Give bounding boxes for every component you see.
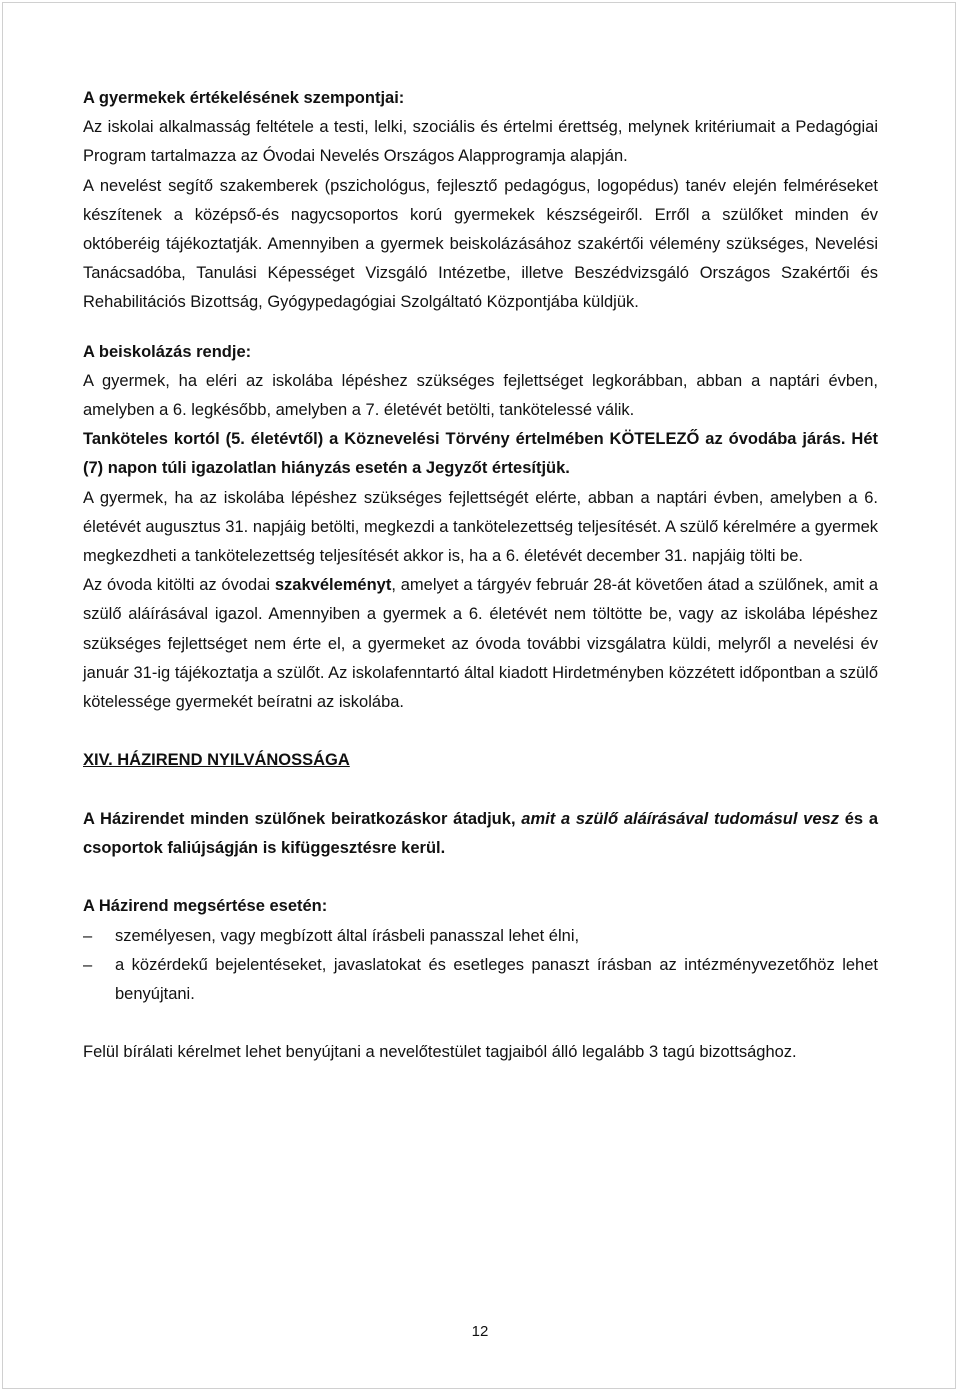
paragraph-house-rules-handover xyxy=(83,805,878,863)
handover-text-a: A Házirendet minden szülőnek beiratkozáskor átadjuk, xyxy=(83,809,522,828)
spacer xyxy=(83,1009,878,1038)
handover-text-italic: amit a szülő aláírásával tudomásul vesz xyxy=(521,809,839,828)
paragraph-compulsory-school-age: A gyermek, ha eléri az iskolába lépéshez szükséges fejlettséget legkorábban, abban a naptári évben, amelyben a 6. legkésőbb, amelyben a 7. életévét betölti, tankötelessé válik. xyxy=(83,371,878,420)
dash-bullet: – xyxy=(83,926,93,945)
paragraph-appeal: Felül bírálati kérelmet lehet benyújtani a nevelőtestület tagjaiból álló legalább 3 tagú bizottsághoz. xyxy=(83,1043,797,1062)
heading-house-rules-publicity: XIV. HÁZIREND NYILVÁNOSSÁGA xyxy=(83,751,350,770)
list-item xyxy=(83,951,878,1009)
paragraph-specialists: A nevelést segítő szakemberek (pszichológus, fejlesztő pedagógus, logopédus) tanév elején felméréseket készítenek a középső-és nagycsoportos korú gyermekek készségeiről. Erről a szülőket minden év októberéig tájékoztatják. Amennyiben a gyermek beiskolázásához szakértői vélemény szükséges, Nevelési Tanácsadóba, Tanulási Képességet Vizsgáló Intézetbe, illetve Beszédvizsgáló Országos Szakértői és Rehabilitációs Bizottság, Gyógypedagógiai Szolgáltató Központjába küldjük. xyxy=(83,176,878,312)
heading-evaluation-criteria: A gyermekek értékelésének szempontjai: xyxy=(83,89,405,107)
list-item-text: személyesen, vagy megbízott által írásbeli panasszal lehet élni, xyxy=(115,926,580,945)
document-body xyxy=(83,84,878,1068)
spacer xyxy=(83,717,878,746)
list-item xyxy=(83,922,878,951)
spacer xyxy=(83,318,878,338)
page-number: 12 xyxy=(471,1323,489,1340)
expert-opinion-keyword: szakvéleményt xyxy=(274,576,392,595)
paragraph-school-readiness: Az iskolai alkalmasság feltétele a testi, lelki, szociális és értelmi érettség, melynek kritériumait a Pedagógiai Program tartalmazza az Óvodai Nevelés Országos Alapprogramja alapján. xyxy=(83,118,878,166)
heading-rule-violation: A Házirend megsértése esetén: xyxy=(83,897,328,916)
paragraph-mandatory-kindergarten: Tanköteles kortól (5. életévtől) a Köznevelési Törvény értelmében KÖTELEZŐ az óvodába járás. Hét (7) napon túli igazolatlan hiányzás esetén a Jegyzőt értesítjük. xyxy=(83,430,878,478)
paragraph-expert-opinion xyxy=(83,571,878,717)
spacer xyxy=(83,863,878,892)
paragraph-school-obligation-start: A gyermek, ha az iskolába lépéshez szükséges fejlettségét elérte, abban a naptári évben, amelyben a 6. életévét augusztus 31. napjáig betölti, megkezdi a tankötelezettség teljesítését. A szülő kérelmére a gyermek megkezdheti a tankötelezettség teljesítését akkor is, ha a 6. életévét december 31. napjáig tölti be. xyxy=(83,488,878,566)
dash-bullet: – xyxy=(83,955,93,974)
expert-opinion-text-b: , amelyet a tárgyév február 28-át követően átad a szülőnek, amit a szülő aláírásával igazol. Amennyiben a gyermek a 6. életévét nem töltötte be, vagy az iskolába lépéshez szükséges fejlettséget nem érte el, a gyermeket az óvoda további vizsgálatra küldi, melyről a nevelési év január 31-ig tájékoztatja a szülőt. Az iskolafenntartó által kiadott Hirdetményben közzétett időpontban a szülő kötelessége gyermekét beíratni az iskolába. xyxy=(83,576,878,712)
violation-options-list xyxy=(83,922,878,1010)
handover-text-b: és a csoportok faliújságján is kifüggesztésre kerül. xyxy=(83,809,878,858)
list-item-text: a közérdekű bejelentéseket, javaslatokat és esetleges panaszt írásban az intézményvezetőhöz lehet benyújtani. xyxy=(115,955,878,1004)
heading-enrollment-order: A beiskolázás rendje: xyxy=(83,342,252,361)
spacer xyxy=(83,776,878,805)
expert-opinion-text-a: Az óvoda kitölti az óvodai xyxy=(83,576,275,595)
